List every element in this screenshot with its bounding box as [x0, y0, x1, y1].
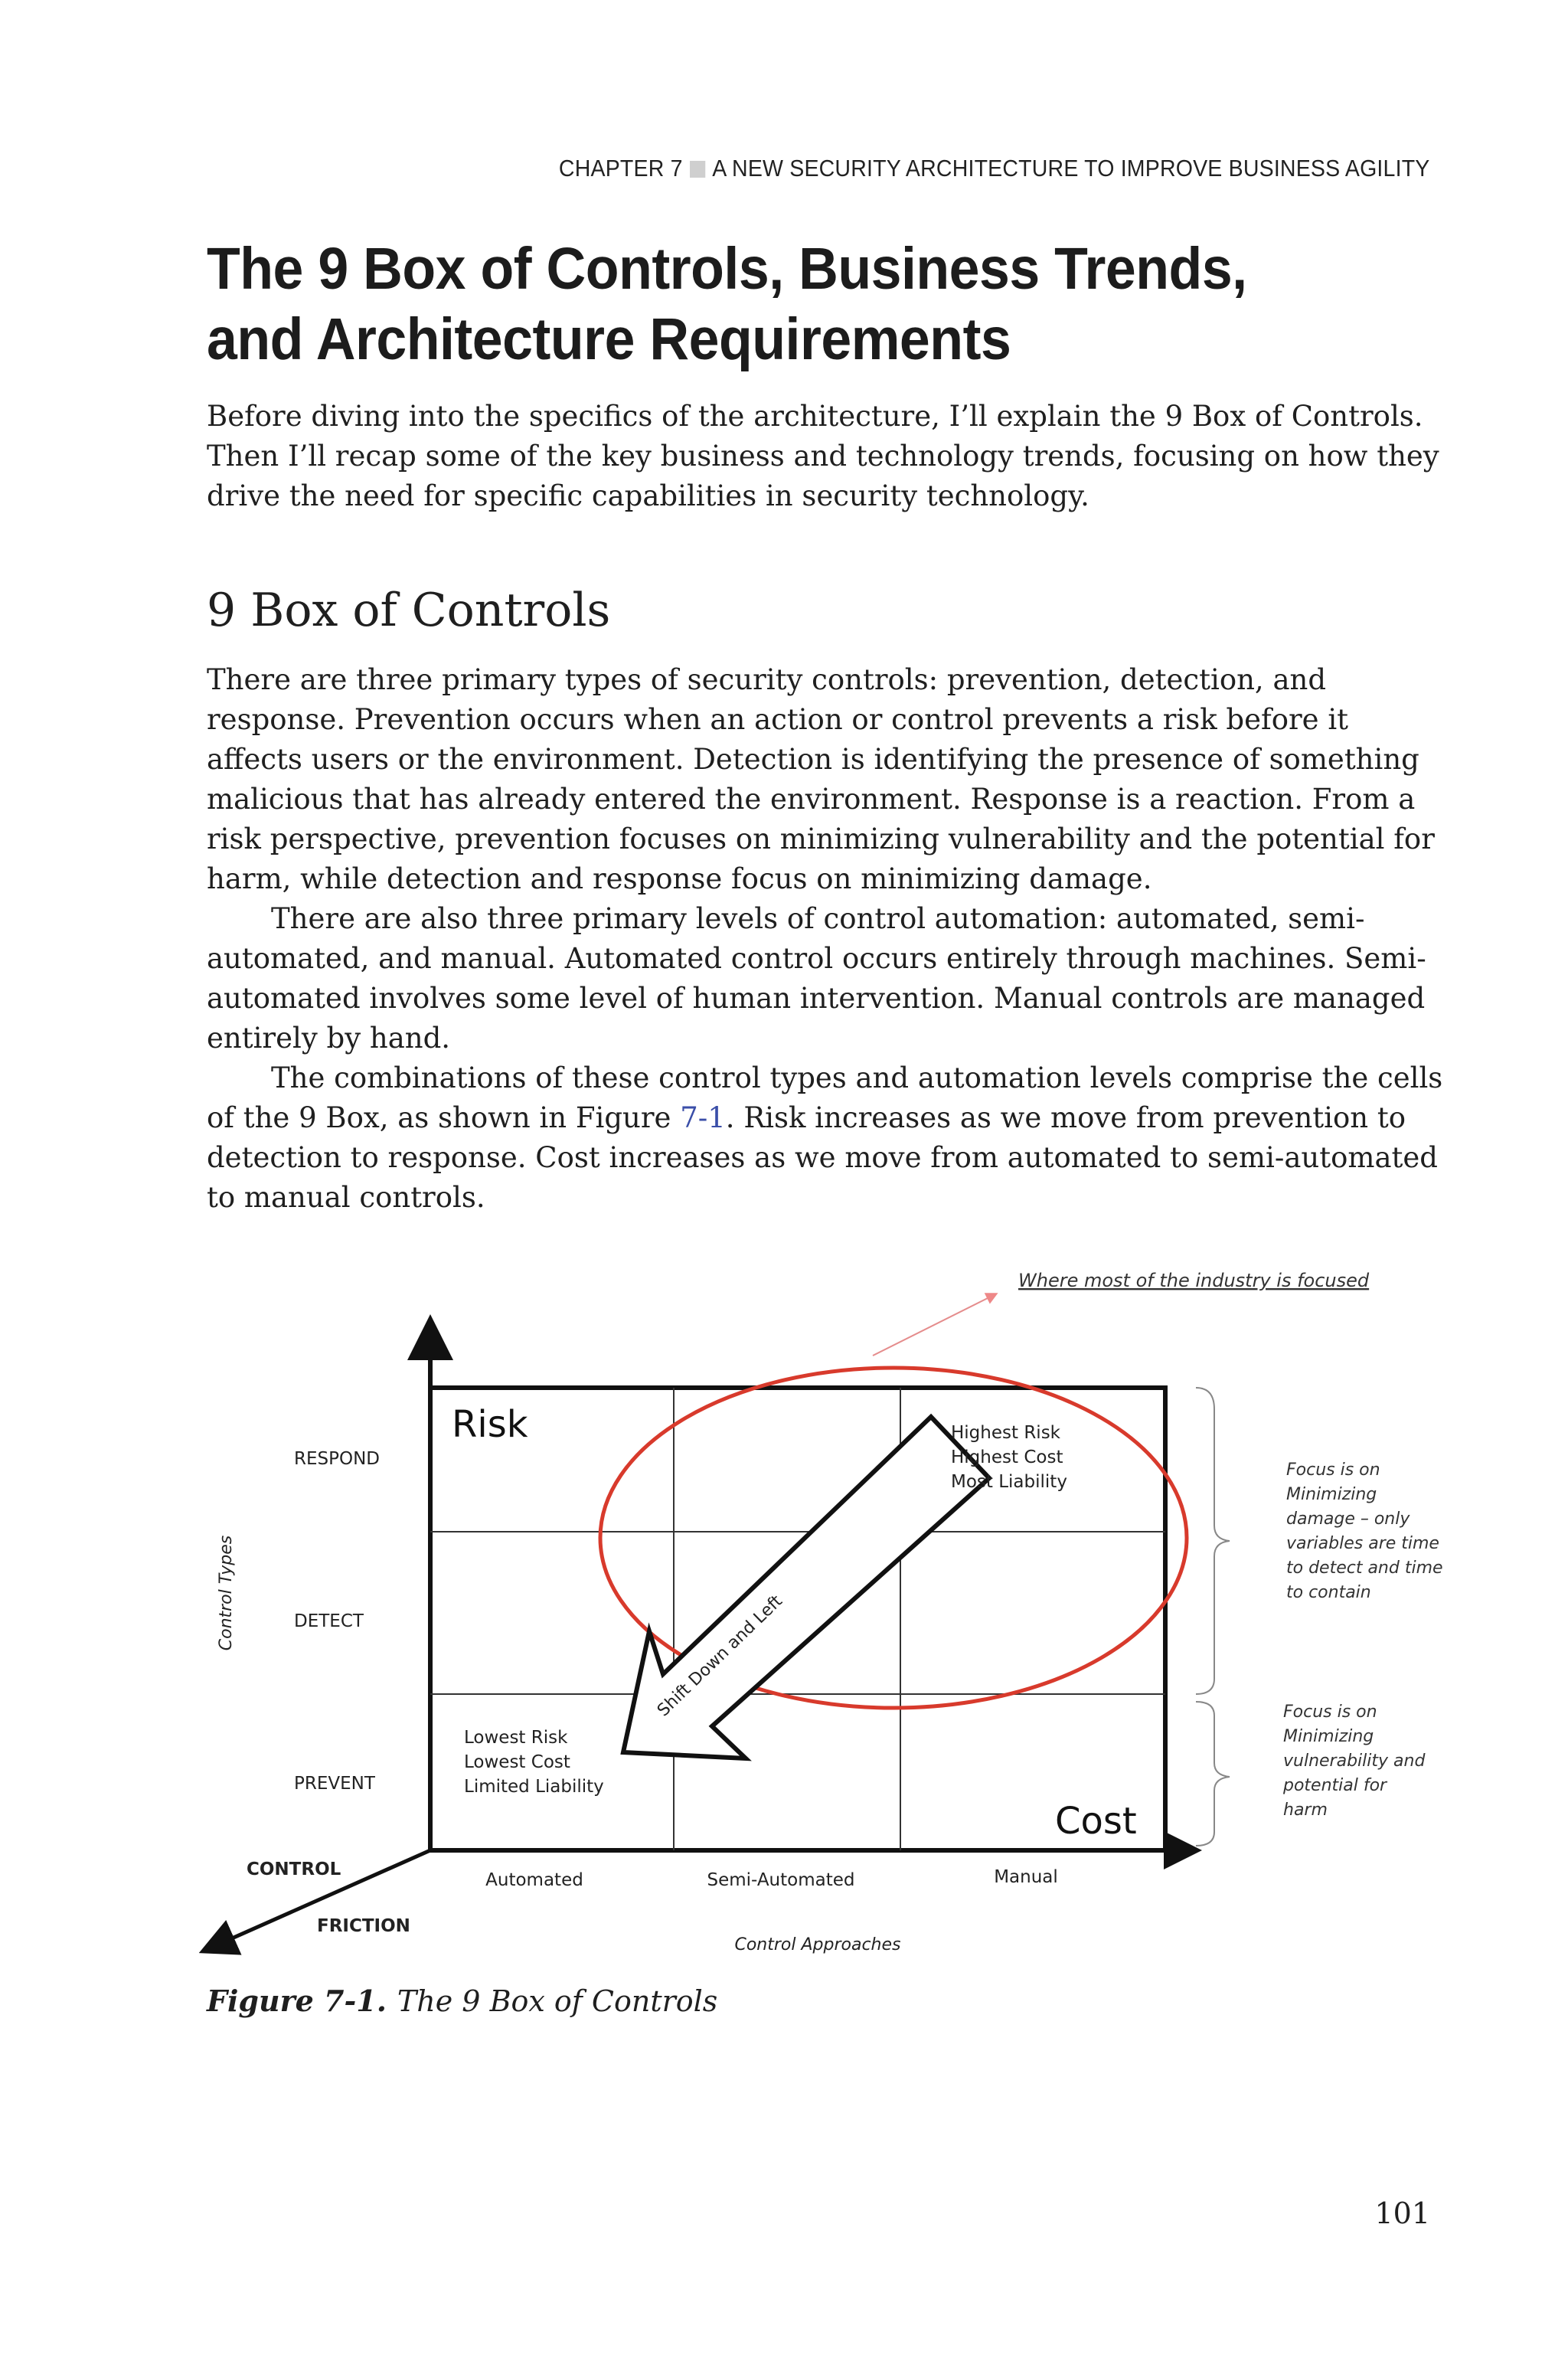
page-number: 101 — [1374, 2196, 1430, 2230]
separator-square-icon — [690, 161, 705, 178]
shift-arrow-label: Shift Down and Left — [654, 1591, 786, 1721]
lowest-cost-text: Lowest Cost — [464, 1752, 570, 1772]
column-label-semi-automated: Semi-Automated — [707, 1870, 855, 1890]
y-axis-title: Control Types — [217, 1535, 236, 1651]
highest-cost-text: Highest Cost — [951, 1447, 1063, 1467]
caption-label: Figure 7-1. — [207, 1984, 387, 2018]
paragraph-3-text-b: . Risk increases as we move from prevention to detection to response. Cost increases as we move from automated to semi-automated to manual controls. — [207, 1101, 1438, 1214]
focus-bottom-line-2: Minimizing — [1283, 1727, 1374, 1746]
paragraph-2-text: There are also three primary levels of control automation: automated, semi-automated, and manual. Automated control occurs entirely through machines. Semi-automated involves some level of human intervention. Manual controls are managed entirely by hand. — [207, 902, 1426, 1055]
row-label-prevent: PREVENT — [294, 1774, 375, 1794]
cost-label: Cost — [1055, 1800, 1137, 1843]
focus-bottom-line-3: vulnerability and — [1283, 1752, 1426, 1771]
focus-top-line-5: to detect and time — [1286, 1559, 1443, 1578]
subsection-title: 9 Box of Controls — [207, 584, 611, 637]
section-title: The 9 Box of Controls, Business Trends, and Architecture Requirements — [207, 236, 1247, 372]
paragraph-3 — [207, 1058, 1447, 1218]
focus-top-line-3: damage – only — [1286, 1510, 1410, 1529]
focus-bottom-line-4: potential for — [1283, 1776, 1387, 1795]
annotation-pointer-line — [873, 1294, 995, 1356]
risk-label: Risk — [452, 1403, 528, 1446]
row-label-detect: DETECT — [294, 1611, 364, 1631]
column-label-manual: Manual — [994, 1867, 1058, 1887]
chapter-label: CHAPTER 7 — [559, 155, 684, 182]
brace-bottom — [1196, 1702, 1230, 1846]
focus-top-line-4: variables are time — [1286, 1534, 1439, 1553]
running-header — [559, 155, 1430, 182]
figure-link[interactable]: 7-1 — [680, 1101, 726, 1134]
brace-top — [1196, 1388, 1230, 1694]
focus-top-line-6: to contain — [1286, 1583, 1371, 1602]
figure-caption — [207, 1984, 717, 2018]
nine-box-figure — [184, 1256, 1455, 1961]
paragraph-3-text-a: The combinations of these control types and automation levels comprise the cells of the 9 Box, as shown in Figure — [207, 1061, 1443, 1134]
paragraph-2 — [207, 899, 1447, 1058]
focus-top-line-2: Minimizing — [1286, 1485, 1377, 1504]
paragraph-1: There are three primary types of security controls: prevention, detection, and response. Prevention occurs when an action or control prevents a risk before it affects users or the environment. Detection is identifying the presence of something malicious that has already entered the environment. Response is a reaction. From a risk perspective, prevention focuses on minimizing vulnerability and the potential for harm, while detection and response focus on minimizing damage. — [207, 663, 1435, 895]
lowest-risk-text: Lowest Risk — [464, 1728, 568, 1748]
focus-bottom-line-1: Focus is on — [1283, 1703, 1377, 1722]
caption-text: The 9 Box of Controls — [397, 1984, 718, 2018]
row-label-respond: RESPOND — [294, 1449, 381, 1469]
limited-liability-text: Limited Liability — [464, 1777, 604, 1797]
most-liability-text: Most Liability — [951, 1472, 1067, 1492]
control-label: CONTROL — [247, 1860, 341, 1879]
highest-risk-text: Highest Risk — [951, 1423, 1060, 1443]
x-axis-title: Control Approaches — [734, 1935, 901, 1954]
column-label-automated: Automated — [485, 1870, 583, 1890]
annotation-industry-focus: Where most of the industry is focused — [1018, 1270, 1370, 1291]
focus-bottom-line-5: harm — [1283, 1801, 1328, 1820]
chapter-title: A NEW SECURITY ARCHITECTURE TO IMPROVE BUSINESS AGILITY — [712, 155, 1430, 182]
focus-top-line-1: Focus is on — [1286, 1460, 1380, 1480]
intro-paragraph: Before diving into the specifics of the architecture, I’ll explain the 9 Box of Controls. Then I’ll recap some of the key business and technology trends, focusing on how they drive the need for specific capabilities in security technology. — [207, 400, 1439, 512]
friction-label: FRICTION — [317, 1916, 410, 1936]
